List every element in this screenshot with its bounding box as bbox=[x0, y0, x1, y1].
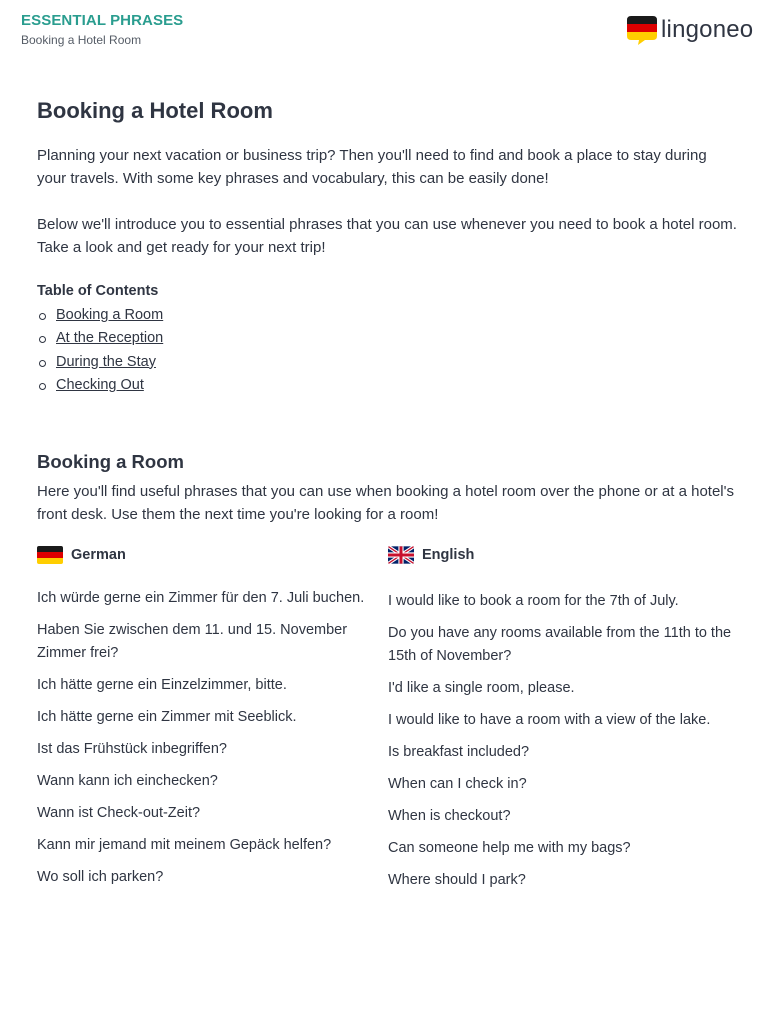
category-subtitle: Booking a Hotel Room bbox=[21, 33, 142, 47]
logo-text: lingoneo bbox=[661, 16, 754, 43]
toc-link-during-the-stay[interactable]: During the Stay bbox=[56, 353, 156, 370]
toc-item bbox=[56, 374, 737, 397]
english-phrase: I would like to have a room with a view of the lake. bbox=[388, 712, 711, 728]
english-phrase: Is breakfast included? bbox=[388, 744, 530, 760]
english-phrase: When can I check in? bbox=[388, 776, 527, 792]
category-title: ESSENTIAL PHRASES bbox=[21, 12, 184, 29]
toc-item bbox=[56, 351, 737, 374]
german-phrase: Haben Sie zwischen dem 11. und 15. November Zimmer frei? bbox=[37, 622, 348, 661]
german-phrase: Kann mir jemand mit meinem Gepäck helfen? bbox=[37, 837, 332, 853]
page-title: Booking a Hotel Room bbox=[37, 98, 273, 123]
german-phrase: Wann ist Check-out-Zeit? bbox=[37, 805, 201, 821]
toc-link-at-the-reception[interactable]: At the Reception bbox=[56, 330, 164, 347]
page-header bbox=[0, 0, 768, 60]
german-phrase: Ist das Frühstück inbegriffen? bbox=[37, 741, 227, 757]
german-phrase: Wann kann ich einchecken? bbox=[37, 773, 218, 789]
german-label: German bbox=[71, 547, 126, 563]
english-phrase: Where should I park? bbox=[388, 872, 526, 888]
intro-paragraph-2: Below we'll introduce you to essential phrases that you can use whenever you need to book a hotel room. Take a look and get ready for your next trip! bbox=[37, 216, 737, 256]
toc-title: Table of Contents bbox=[37, 283, 159, 299]
toc-link-booking-a-room[interactable]: Booking a Room bbox=[56, 307, 164, 323]
english-phrase-list bbox=[388, 590, 738, 892]
german-flag-icon bbox=[37, 546, 63, 564]
german-phrase: Wo soll ich parken? bbox=[37, 869, 164, 885]
german-phrase: Ich würde gerne ein Zimmer für den 7. Juli buchen. bbox=[37, 590, 365, 606]
lingoneo-logo[interactable] bbox=[626, 14, 753, 46]
english-phrase: Do you have any rooms available from the 11th to the 15th of November? bbox=[388, 625, 732, 664]
english-column-header bbox=[388, 543, 738, 567]
phrase-table bbox=[37, 543, 737, 903]
german-column-header bbox=[37, 543, 382, 567]
english-phrase: I'd like a single room, please. bbox=[388, 680, 575, 696]
article bbox=[37, 96, 737, 526]
german-phrase-list bbox=[37, 587, 382, 889]
intro-paragraph: Planning your next vacation or business trip? Then you'll need to find and book a place to stay during your travels. With some key phrases and vocabulary, this can be easily done! bbox=[37, 147, 707, 187]
table-of-contents bbox=[37, 304, 737, 397]
german-column bbox=[37, 543, 382, 898]
english-phrase: Can someone help me with my bags? bbox=[388, 840, 631, 856]
section-title: Booking a Room bbox=[37, 451, 184, 473]
section-description: Here you'll find useful phrases that you can use when booking a hotel room over the phone or at a hotel's front desk. Use them the next time you're looking for a room! bbox=[37, 483, 734, 524]
english-column bbox=[388, 543, 738, 901]
toc-item bbox=[56, 304, 737, 327]
german-phrase: Ich hätte gerne ein Einzelzimmer, bitte. bbox=[37, 677, 287, 693]
toc-item bbox=[56, 327, 737, 350]
english-phrase: I would like to book a room for the 7th of July. bbox=[388, 593, 679, 609]
german-phrase: Ich hätte gerne ein Zimmer mit Seeblick. bbox=[37, 709, 297, 725]
english-phrase: When is checkout? bbox=[388, 808, 511, 824]
german-flag-chat-icon bbox=[626, 14, 658, 46]
toc-link-checking-out[interactable]: Checking Out bbox=[56, 376, 144, 393]
uk-flag-icon bbox=[388, 546, 414, 564]
english-label: English bbox=[422, 547, 475, 563]
